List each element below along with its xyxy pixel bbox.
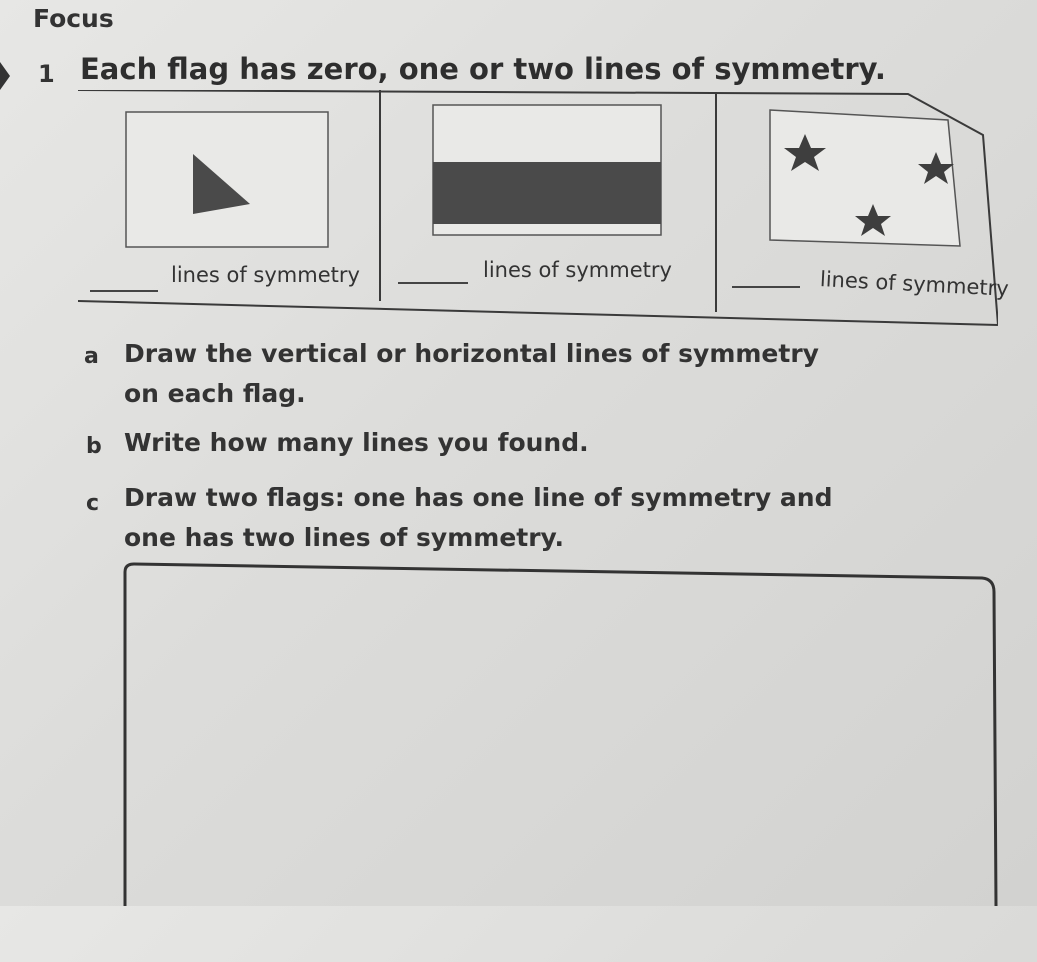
- drawing-answer-box[interactable]: [122, 562, 1037, 962]
- answer-blank-2[interactable]: [398, 282, 468, 284]
- question-number: 1: [38, 60, 55, 88]
- subquestion-a-letter: a: [84, 344, 99, 369]
- subquestion-a-line1: Draw the vertical or horizontal lines of symmetry: [124, 339, 819, 368]
- flag-3-answer-label: lines of symmetry: [819, 267, 1010, 301]
- subquestion-b-letter: b: [86, 434, 102, 459]
- flag-1-answer-label: lines of symmetry: [171, 263, 360, 287]
- flag-2-answer-label: lines of symmetry: [483, 258, 672, 282]
- answer-blank-1[interactable]: [90, 290, 158, 292]
- subquestion-a-line2: on each flag.: [124, 379, 306, 408]
- question-text: Each flag has zero, one or two lines of symmetry.: [80, 52, 886, 86]
- subquestion-c-line1: Draw two flags: one has one line of symmetry and: [124, 483, 833, 512]
- drawing-box-frame: [122, 562, 1037, 906]
- subquestion-c-line2: one has two lines of symmetry.: [124, 523, 565, 552]
- flags-table: [78, 90, 1010, 330]
- subquestion-c-letter: c: [86, 491, 100, 516]
- margin-marker-icon: [0, 62, 10, 90]
- stripe-dark: [433, 162, 661, 224]
- flag-stripes[interactable]: [433, 105, 661, 235]
- answer-blank-3[interactable]: [732, 286, 800, 288]
- subquestion-b-line1: Write how many lines you found.: [124, 428, 589, 457]
- section-heading: Focus: [33, 4, 114, 33]
- flag-stars[interactable]: [770, 110, 960, 246]
- flags-table-frame: [78, 90, 998, 330]
- flag-triangle[interactable]: [126, 112, 328, 247]
